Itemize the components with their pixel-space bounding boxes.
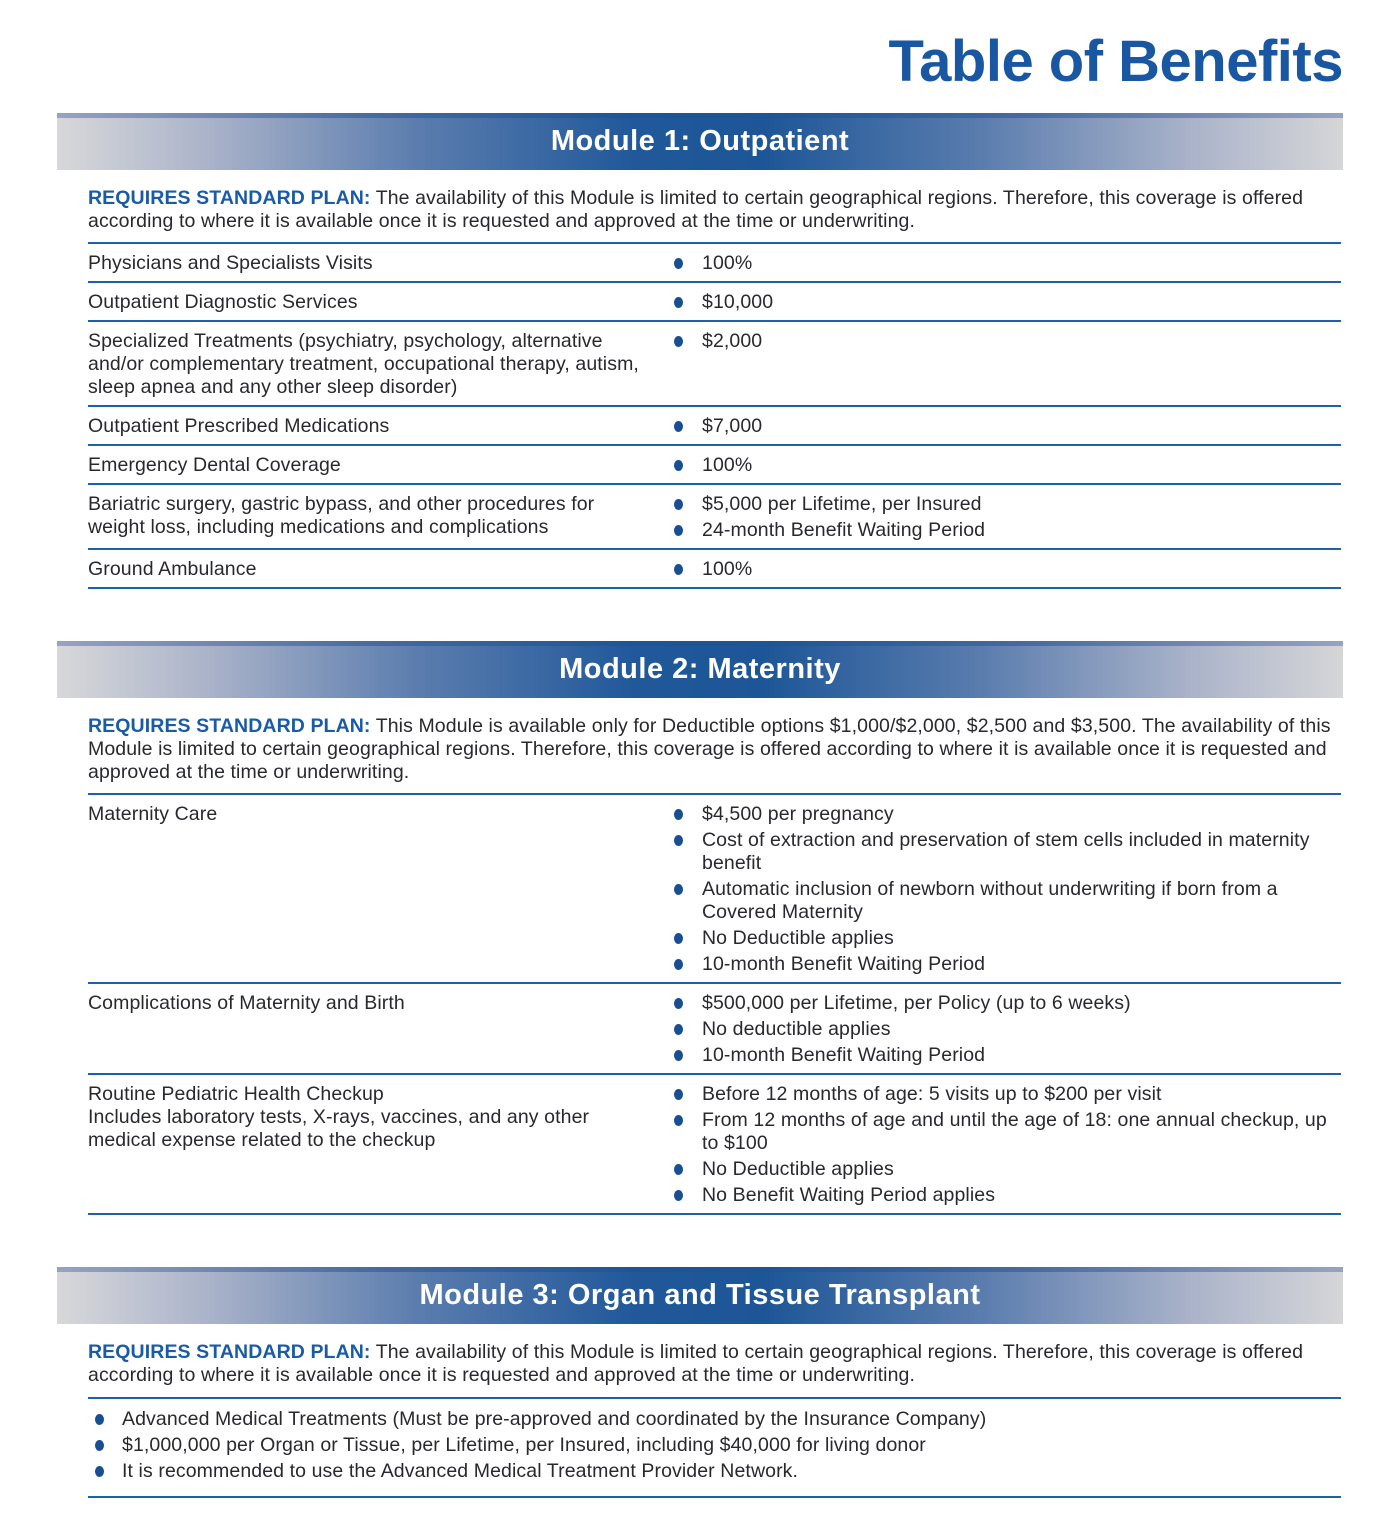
benefit-row — [88, 483, 1341, 548]
benefit-value-text: Before 12 months of age: 5 visits up to $200 per visit — [702, 1082, 1162, 1105]
module-3-title: Module 3: Organ and Tissue Transplant — [419, 1278, 981, 1311]
bullet-icon — [674, 336, 683, 347]
benefit-values — [672, 803, 1341, 976]
bullet-icon — [674, 835, 683, 846]
module-3-note — [88, 1341, 1341, 1387]
benefit-item — [88, 1434, 1341, 1457]
bullet-icon — [674, 460, 683, 471]
benefit-values — [672, 992, 1341, 1067]
benefit-value-text: $7,000 — [702, 414, 763, 437]
benefit-subtext: Includes laboratory tests, X-rays, vaccines, and any other medical expense related to the checkup — [88, 1105, 590, 1151]
bullet-icon — [674, 525, 683, 536]
benefit-value — [672, 1083, 1341, 1106]
bullet-icon — [674, 884, 683, 895]
benefit-name: Maternity Care — [88, 802, 218, 825]
page-title: Table of Benefits — [888, 29, 1343, 94]
benefit-row — [88, 982, 1341, 1073]
benefit-value — [672, 1018, 1341, 1041]
benefit-item-text: $1,000,000 per Organ or Tissue, per Lifetime, per Insured, including $40,000 for living donor — [122, 1433, 926, 1456]
benefit-value-text: $500,000 per Lifetime, per Policy (up to 6 weeks) — [702, 991, 1131, 1014]
benefit-value — [672, 803, 1341, 826]
benefit-value — [672, 927, 1341, 950]
benefit-name: Routine Pediatric Health Checkup — [88, 1082, 384, 1105]
benefit-value-text: 100% — [702, 453, 753, 476]
benefit-item-text: It is recommended to use the Advanced Medical Treatment Provider Network. — [122, 1459, 799, 1482]
benefit-values — [672, 454, 1341, 477]
module-2-body — [88, 715, 1341, 1215]
benefit-value-text: No Deductible applies — [702, 1157, 894, 1180]
bullet-icon — [674, 1115, 683, 1126]
benefit-row — [88, 444, 1341, 483]
bullet-icon — [674, 297, 683, 308]
benefit-value — [672, 1184, 1341, 1207]
benefit-name: Outpatient Diagnostic Services — [88, 290, 358, 313]
benefit-value — [672, 330, 1341, 353]
benefit-row — [88, 320, 1341, 405]
benefit-name: Emergency Dental Coverage — [88, 453, 341, 476]
benefit-value — [672, 519, 1341, 542]
module-2-section — [57, 641, 1343, 1215]
module-1-benefit-table — [88, 242, 1341, 589]
module-3-note-text: The availability of this Module is limited to certain geographical regions. Therefore, this coverage is offered according to where it is available once it is requested and approved at the time or underwriting. — [88, 1340, 1304, 1386]
bullet-icon — [674, 421, 683, 432]
module-2-note — [88, 715, 1341, 784]
benefit-row — [88, 548, 1341, 587]
module-1-body — [88, 187, 1341, 589]
benefit-value — [672, 829, 1341, 875]
module-1-title: Module 1: Outpatient — [550, 124, 850, 157]
benefit-value-text: $5,000 per Lifetime, per Insured — [702, 492, 982, 515]
bullet-icon — [95, 1414, 104, 1425]
bullet-icon — [95, 1466, 104, 1477]
bullet-icon — [674, 959, 683, 970]
module-3-benefit-list — [88, 1397, 1341, 1498]
benefit-value-text: $2,000 — [702, 329, 763, 352]
bullet-icon — [674, 998, 683, 1009]
benefit-value — [672, 878, 1341, 924]
benefit-value — [672, 252, 1341, 275]
benefit-name-group — [88, 1083, 672, 1207]
benefit-value-text: No Benefit Waiting Period applies — [702, 1183, 996, 1206]
benefit-row — [88, 1073, 1341, 1213]
module-2-note-text: This Module is available only for Deductible options $1,000/$2,000, $2,500 and $3,500. The availability of this Module is limited to certain geographical regions. Therefore, this coverage is offered according to where it is available once it is requested and approved at the time or underwriting. — [88, 714, 1331, 783]
benefit-value — [672, 1158, 1341, 1181]
benefit-value-text: $10,000 — [702, 290, 774, 313]
benefit-value-text: 10-month Benefit Waiting Period — [702, 1043, 986, 1066]
benefit-value — [672, 1109, 1341, 1155]
benefit-value — [672, 558, 1341, 581]
benefit-item — [88, 1460, 1341, 1483]
bullet-icon — [674, 933, 683, 944]
module-1-note-text: The availability of this Module is limited to certain geographical regions. Therefore, this coverage is offered according to where it is available once it is requested and approved at the time or underwriting. — [88, 186, 1304, 232]
bullet-icon — [95, 1440, 104, 1451]
benefit-value — [672, 953, 1341, 976]
bullet-icon — [674, 809, 683, 820]
module-3-section — [57, 1267, 1343, 1498]
benefit-value-text: 24-month Benefit Waiting Period — [702, 518, 986, 541]
module-3-body — [88, 1341, 1341, 1498]
benefit-value-text: Automatic inclusion of newborn without underwriting if born from a Covered Maternity — [702, 877, 1278, 923]
benefit-values — [672, 252, 1341, 275]
benefit-values — [672, 291, 1341, 314]
benefit-value — [672, 493, 1341, 516]
benefit-value-text: No deductible applies — [702, 1017, 891, 1040]
module-1-banner — [57, 113, 1343, 170]
module-1-note-label: REQUIRES STANDARD PLAN: — [88, 186, 371, 209]
benefit-row — [88, 405, 1341, 444]
benefit-item-text: Advanced Medical Treatments (Must be pre-approved and coordinated by the Insurance Company) — [122, 1407, 987, 1430]
bullet-icon — [674, 1024, 683, 1035]
benefit-item — [88, 1408, 1341, 1431]
benefit-values — [672, 493, 1341, 542]
module-2-title: Module 2: Maternity — [559, 652, 841, 685]
benefit-name: Physicians and Specialists Visits — [88, 251, 373, 274]
bullet-icon — [674, 1164, 683, 1175]
bullet-icon — [674, 1190, 683, 1201]
benefit-name: Outpatient Prescribed Medications — [88, 414, 390, 437]
module-2-banner — [57, 641, 1343, 698]
benefit-value-text: 10-month Benefit Waiting Period — [702, 952, 986, 975]
benefit-value-text: No Deductible applies — [702, 926, 894, 949]
benefit-value — [672, 291, 1341, 314]
benefit-name: Bariatric surgery, gastric bypass, and other procedures for weight loss, including medications and complications — [88, 492, 595, 538]
benefit-values — [672, 1083, 1341, 1207]
benefit-row — [88, 793, 1341, 982]
benefit-values — [672, 330, 1341, 399]
benefit-values — [672, 415, 1341, 438]
benefit-name: Specialized Treatments (psychiatry, psychology, alternative and/or complementary treatment, occupational therapy, autism, sleep apnea and any other sleep disorder) — [88, 329, 639, 398]
benefit-value-text: From 12 months of age and until the age of 18: one annual checkup, up to $100 — [702, 1108, 1327, 1154]
module-1-section — [57, 113, 1343, 589]
benefit-values — [672, 558, 1341, 581]
benefit-value — [672, 415, 1341, 438]
module-2-note-label: REQUIRES STANDARD PLAN: — [88, 714, 371, 737]
bullet-icon — [674, 499, 683, 510]
module-3-banner — [57, 1267, 1343, 1324]
bullet-icon — [674, 564, 683, 575]
benefit-value-text: 100% — [702, 557, 753, 580]
benefit-value — [672, 1044, 1341, 1067]
module-3-note-label: REQUIRES STANDARD PLAN: — [88, 1340, 371, 1363]
benefit-value — [672, 992, 1341, 1015]
module-1-note — [88, 187, 1341, 233]
benefit-value-text: $4,500 per pregnancy — [702, 802, 894, 825]
benefit-row — [88, 242, 1341, 281]
benefit-name: Complications of Maternity and Birth — [88, 991, 405, 1014]
benefit-name: Ground Ambulance — [88, 557, 257, 580]
benefit-value-text: 100% — [702, 251, 753, 274]
benefit-value-text: Cost of extraction and preservation of stem cells included in maternity benefit — [702, 828, 1310, 874]
bullet-icon — [674, 1050, 683, 1061]
benefit-row — [88, 281, 1341, 320]
benefit-value — [672, 454, 1341, 477]
bullet-icon — [674, 258, 683, 269]
module-2-benefit-table — [88, 793, 1341, 1215]
bullet-icon — [674, 1089, 683, 1100]
